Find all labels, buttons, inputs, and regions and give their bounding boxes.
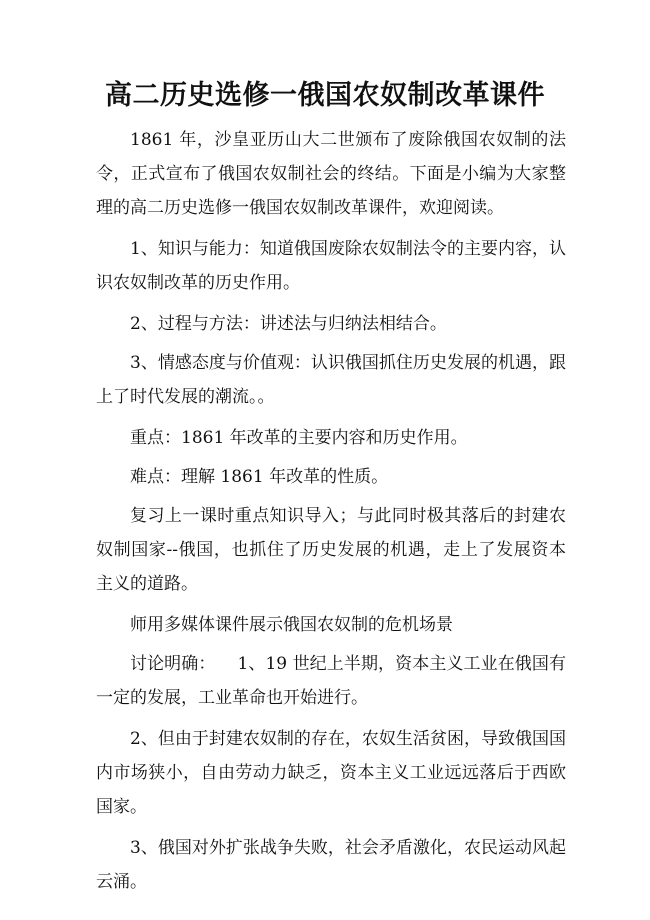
review-intro-paragraph: 复习上一课时重点知识导入；与此同时极其落后的封建农奴制国家--俄国，也抓住了历史发展的机遇，走上了发展资本主义的道路。	[96, 506, 566, 594]
key-point: 重点：1861 年改革的主要内容和历史作用。	[130, 428, 468, 448]
discussion-point-3: 3、俄国对外扩张战争失败，社会矛盾激化，农民运动风起云涌。	[96, 838, 566, 892]
document-body	[96, 123, 566, 906]
objective-knowledge: 1、知识与能力：知道俄国废除农奴制法令的主要内容，认识农奴制改革的历史作用。	[96, 239, 566, 293]
difficult-point: 难点：理解 1861 年改革的性质。	[130, 467, 389, 487]
discussion-point-2: 2、但由于封建农奴制的存在，农奴生活贫困，导致俄国国内市场狭小，自由劳动力缺乏，资本主义工业远远落后于西欧国家。	[96, 729, 566, 817]
document-title: 高二历史选修一俄国农奴制改革课件	[105, 80, 545, 111]
multimedia-paragraph: 师用多媒体课件展示俄国农奴制的危机场景	[130, 615, 453, 635]
objective-attitude: 3、情感态度与价值观：认识俄国抓住历史发展的机遇，跟上了时代发展的潮流。。	[96, 353, 566, 407]
discussion-point-1: 讨论明确： 1、19 世纪上半期，资本主义工业在俄国有一定的发展，工业革命也开始进行。	[96, 654, 566, 708]
objective-method: 2、过程与方法：讲述法与归纳法相结合。	[130, 314, 447, 334]
intro-paragraph: 1861 年，沙皇亚历山大二世颁布了废除俄国农奴制的法令，正式宣布了俄国农奴制社会的终结。下面是小编为大家整理的高二历史选修一俄国农奴制改革课件，欢迎阅读。	[96, 130, 566, 218]
